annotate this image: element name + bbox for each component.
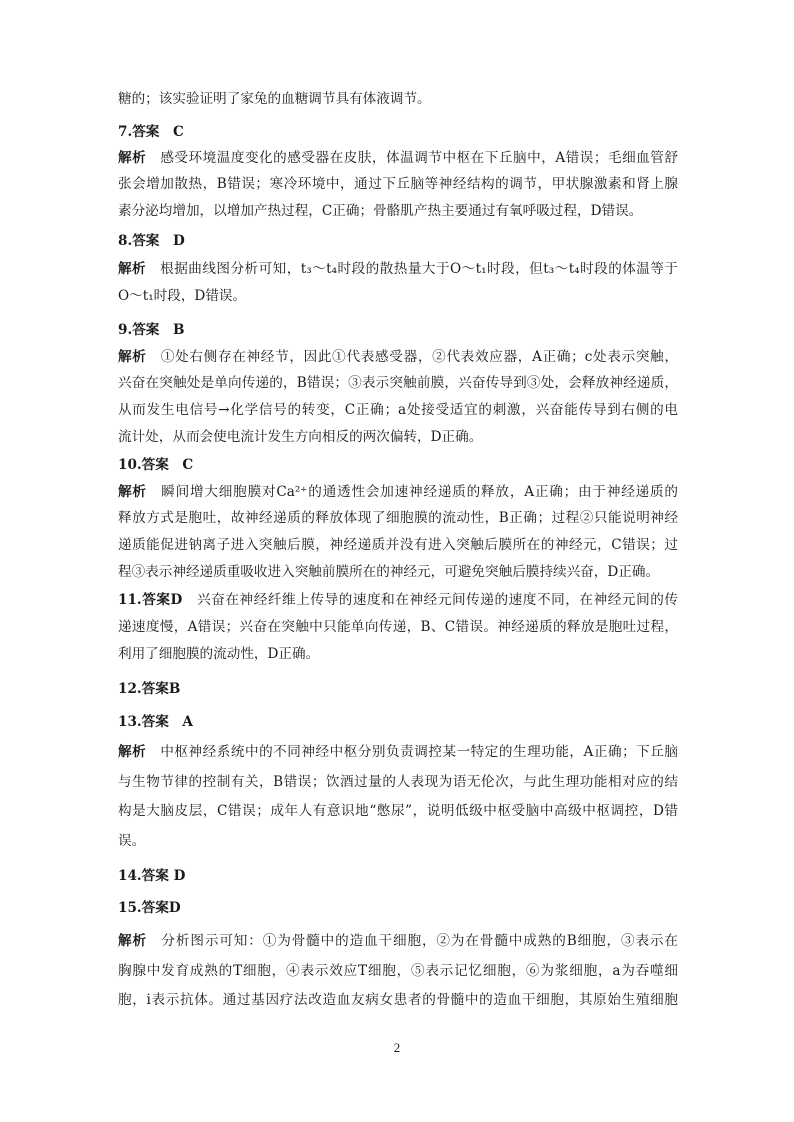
body-text-line: 胸腺中发育成熟的T细胞，④表示效应T细胞，⑤表示记忆细胞，⑥为浆细胞，a为吞噬细 bbox=[118, 963, 678, 979]
body-text-line: 11.答案D 兴奋在神经纤维上传导的速度和在神经元间传递的速度不同，在神经元间的传 bbox=[118, 592, 678, 608]
label-text: 解析 bbox=[118, 744, 147, 760]
answer-heading: 13.答案 A bbox=[118, 714, 193, 730]
body-text-line: 兴奋在突触处是单向传递的，B错误；③表示突触前膜，兴奋传导到③处，会释放神经递质， bbox=[118, 375, 678, 391]
body-text-line: 素分泌均增加，以增加产热过程，C正确；骨骼肌产热主要通过有氧呼吸过程，D错误。 bbox=[118, 203, 643, 219]
label-text: 11.答案D bbox=[118, 592, 183, 608]
label-text: 解析 bbox=[118, 349, 147, 365]
body-text-line: 流计处，从而会使电流计发生方向相反的两次偏转，D正确。 bbox=[118, 429, 483, 445]
body-text-line: 释放方式是胞吐，故神经递质的释放体现了细胞膜的流动性，B正确；过程②只能说明神经 bbox=[118, 510, 678, 526]
body-text-line: 解析 根据曲线图分析可知，t₃～t₄时段的散热量大于O～t₁时段，但t₃～t₄时段的体温等于 bbox=[118, 261, 678, 277]
answer-heading: 7.答案 C bbox=[118, 124, 184, 140]
body-text-line: 与生物节律的控制有关，B错误；饮酒过量的人表现为语无伦次，与此生理功能相对应的结 bbox=[118, 774, 678, 790]
label-text: 解析 bbox=[118, 150, 147, 166]
body-text-line: 胞，i表示抗体。通过基因疗法改造血友病女患者的骨髓中的造血干细胞，其原始生殖细胞 bbox=[118, 992, 678, 1008]
body-text-line: 从而发生电信号→化学信号的转变，C正确；a处接受适宜的刺激，兴奋能传导到右侧的电 bbox=[118, 402, 678, 418]
body-text-line: 解析 中枢神经系统中的不同神经中枢分别负责调控某一特定的生理功能，A正确；下丘脑 bbox=[118, 744, 678, 760]
label-text: 解析 bbox=[118, 933, 147, 949]
answer-heading: 10.答案 C bbox=[118, 457, 194, 473]
body-text-line: 糖的；该实验证明了家兔的血糖调节具有体液调节。 bbox=[118, 91, 431, 107]
page-number: 2 bbox=[393, 1040, 401, 1055]
answer-heading: 12.答案B bbox=[118, 681, 181, 697]
body-text-line: 递质能促进钠离子进入突触后膜，神经递质并没有进入突触后膜所在的神经元，C错误；过 bbox=[118, 537, 678, 553]
label-text: 解析 bbox=[118, 484, 147, 500]
answer-heading: 9.答案 B bbox=[118, 322, 185, 338]
body-text-line: 解析 感受环境温度变化的感受器在皮肤，体温调节中枢在下丘脑中，A错误；毛细血管舒 bbox=[118, 150, 678, 166]
body-text-line: 递速度慢，A错误；兴奋在突触中只能单向传递，B、C错误。神经递质的释放是胞吐过程， bbox=[118, 619, 678, 635]
answer-heading: 8.答案 D bbox=[118, 233, 185, 249]
body-text-line: 构是大脑皮层，C错误；成年人有意识地“憋尿”，说明低级中枢受脑中高级中枢调控，D错 bbox=[118, 803, 678, 819]
body-text-line: 程③表示神经递质重吸收进入突触前膜所在的神经元，可避免突触后膜持续兴奋，D正确。 bbox=[118, 564, 660, 580]
body-text-line: 解析 分析图示可知：①为骨髓中的造血干细胞，②为在骨髓中成熟的B细胞，③表示在 bbox=[118, 933, 678, 949]
body-text-line: 误。 bbox=[118, 833, 146, 849]
body-text-line: 解析 瞬间增大细胞膜对Ca²⁺的通透性会加速神经递质的释放，A正确；由于神经递质的 bbox=[118, 484, 678, 500]
body-text-line: O～t₁时段，D错误。 bbox=[118, 288, 247, 304]
answer-heading: 15.答案D bbox=[118, 900, 181, 916]
body-text-line: 解析 ①处右侧存在神经节，因此①代表感受器，②代表效应器，A正确；c处表示突触， bbox=[118, 349, 678, 365]
body-text-line: 张会增加散热，B错误；寒冷环境中，通过下丘脑等神经结构的调节，甲状腺激素和肾上腺 bbox=[118, 176, 678, 192]
label-text: 解析 bbox=[118, 261, 147, 277]
answer-heading: 14.答案 D bbox=[118, 868, 186, 884]
body-text-line: 利用了细胞膜的流动性，D正确。 bbox=[118, 646, 320, 662]
